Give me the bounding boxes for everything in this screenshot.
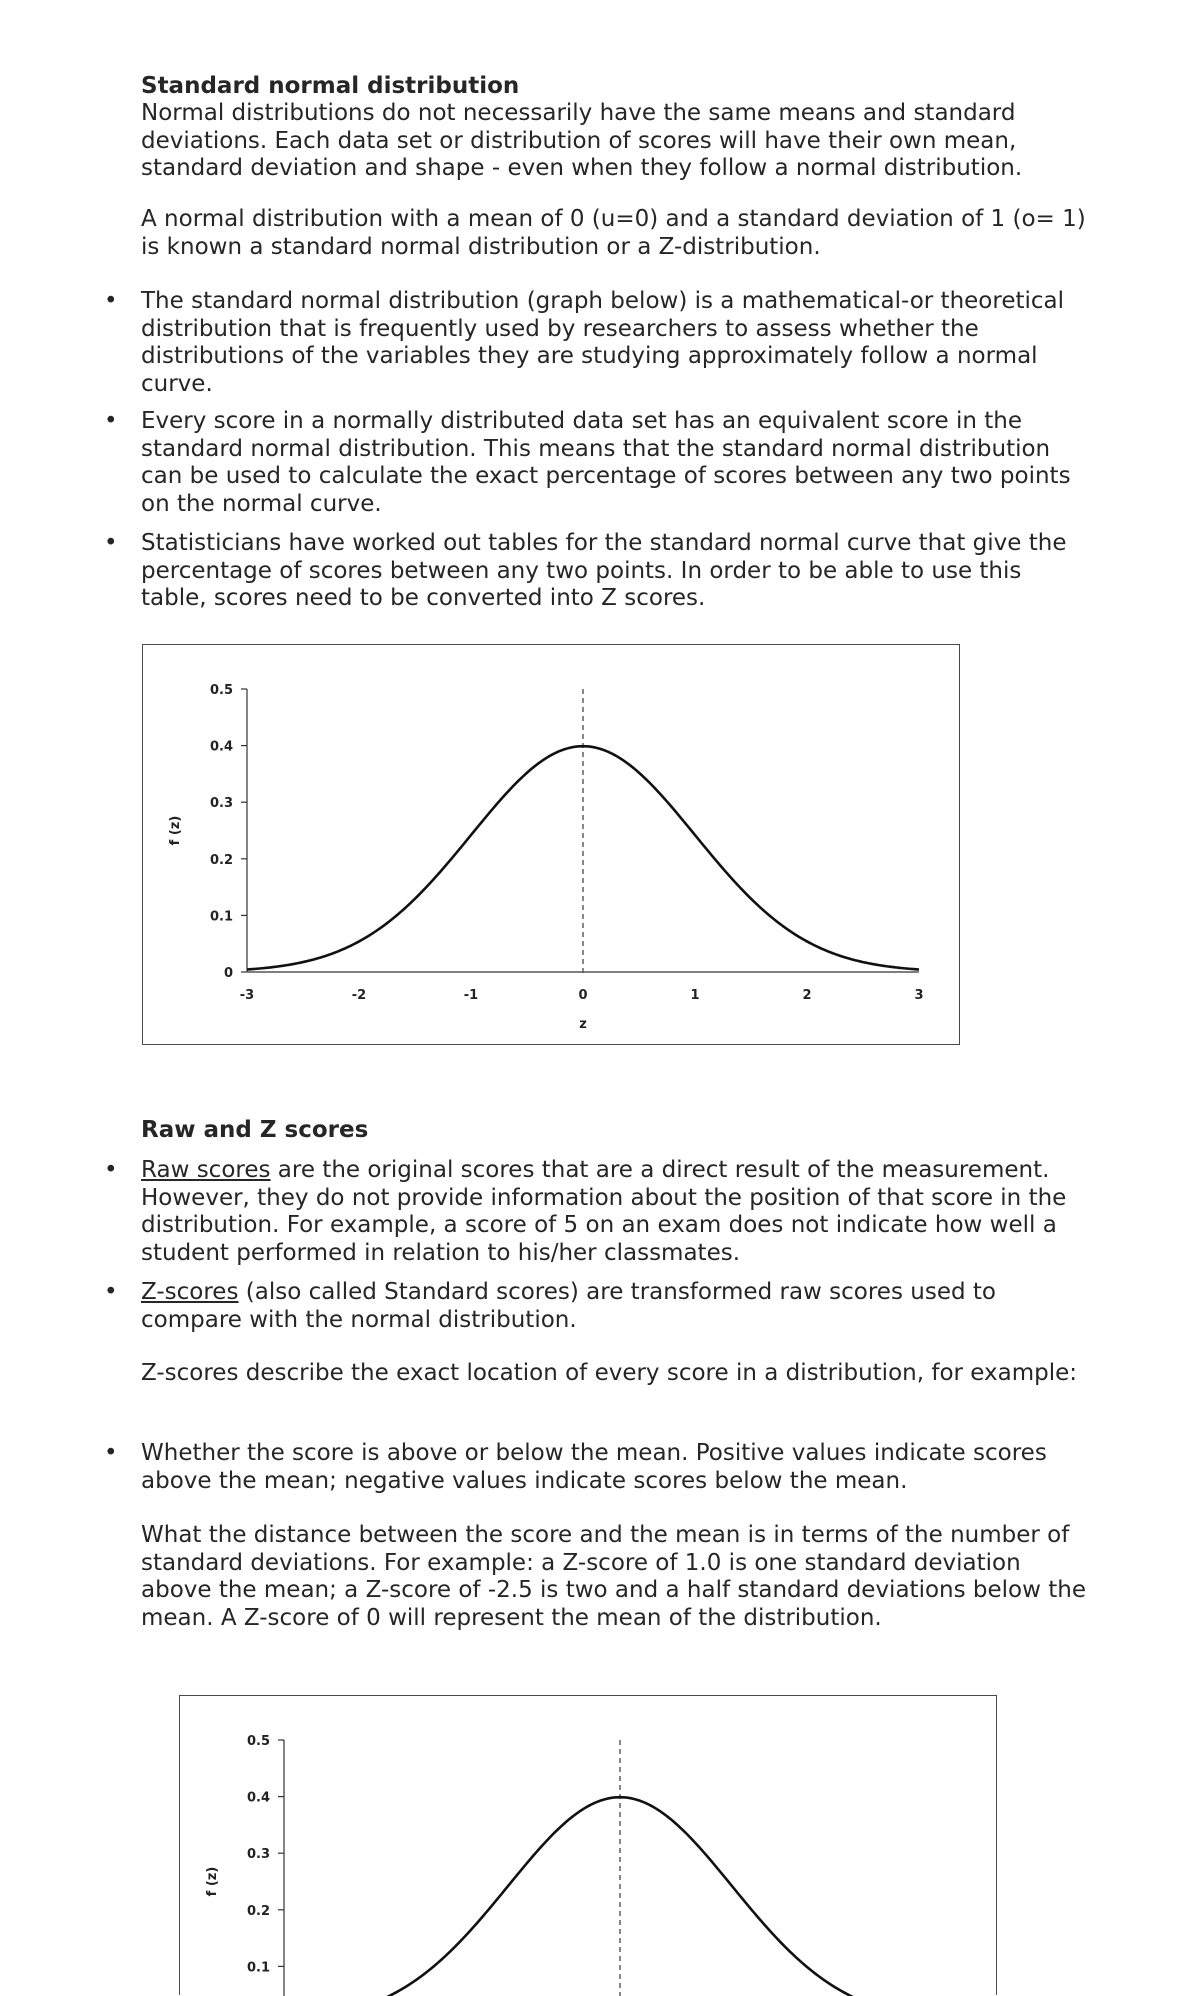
bullet-equivalent-score: Every score in a normally distributed data set has an equivalent score in the standard normal distribution. This means that the standard normal distribution can be used to calculate the exact percentage of scores between any two points on the normal curve. [141, 408, 1086, 518]
section-heading-standard-normal: Standard normal distribution [141, 73, 1086, 101]
z-scores-description: (also called Standard scores) are transformed raw scores used to compare with the normal distribution. [141, 1279, 996, 1333]
y-tick-label: 0.4 [210, 740, 233, 755]
y-axis-title: f (z) [205, 1867, 220, 1897]
y-tick-label: 0.1 [210, 909, 233, 924]
normal-curve-figure-2 [179, 1695, 997, 1995]
y-tick-label: 0.4 [247, 1791, 270, 1806]
bullet-standard-normal-theory: The standard normal distribution (graph below) is a mathematical-or theoretical distribution that is frequently used by researchers to assess whether the distributions of the variables they are studying approximately follow a normal curve. [141, 288, 1086, 398]
bullet-marker: • [104, 288, 118, 316]
y-tick-label: 0.3 [210, 796, 233, 811]
y-tick-label: 0.2 [247, 1904, 270, 1919]
x-tick-label: -1 [464, 988, 478, 1003]
bullet-z-scores [141, 1279, 1086, 1334]
z-scores-describe-paragraph: Z-scores describe the exact location of every score in a distribution, for example: [141, 1360, 1086, 1388]
definition-paragraph: A normal distribution with a mean of 0 (u=0) and a standard deviation of 1 (o= 1) is known a standard normal distribution or a Z-distribution. [141, 206, 1086, 261]
y-tick-label: 0 [224, 966, 233, 981]
y-tick-label: 0.1 [247, 1960, 270, 1975]
x-axis-title: z [579, 1017, 587, 1032]
y-tick-label: 0.2 [210, 853, 233, 868]
x-tick-label: -2 [352, 988, 366, 1003]
raw-scores-description: are the original scores that are a direct result of the measurement. However, they do not provide information about the position of that score in the distribution. For example, a score of 5 on an exam does not indicate how well a student performed in relation to his/her classmates. [141, 1157, 1066, 1266]
intro-paragraph: Normal distributions do not necessarily have the same means and standard deviations. Each data set or distribution of scores will have their own mean, standard deviation and shape - even when they follow a normal distribution. [141, 100, 1086, 183]
y-tick-label: 0.5 [247, 1734, 270, 1749]
bullet-marker: • [104, 1279, 118, 1307]
section-heading-raw-z: Raw and Z scores [141, 1117, 1086, 1145]
x-tick-label: 2 [802, 988, 811, 1003]
bullet-marker: • [104, 1157, 118, 1185]
y-tick-label: 0.5 [210, 683, 233, 698]
normal-curve-figure-1 [142, 644, 960, 1045]
x-tick-label: -3 [240, 988, 254, 1003]
bullet-marker: • [104, 408, 118, 436]
bullet-tables: Statisticians have worked out tables for the standard normal curve that give the percentage of scores between any two points. In order to be able to use this table, scores need to be converted into Z scores. [141, 530, 1086, 613]
bullet-marker: • [104, 1440, 118, 1468]
y-tick-label: 0.3 [247, 1847, 270, 1862]
term-raw-scores: Raw scores [141, 1157, 270, 1183]
x-tick-label: 3 [914, 988, 923, 1003]
bullet-above-below-mean: Whether the score is above or below the mean. Positive values indicate scores above the mean; negative values indicate scores below the mean. [141, 1440, 1086, 1495]
distance-paragraph: What the distance between the score and the mean is in terms of the number of standard deviations. For example: a Z-score of 1.0 is one standard deviation above the mean; a Z-score of -2.5 is two and a half standard deviations below the mean. A Z-score of 0 will represent the mean of the distribution. [141, 1522, 1086, 1632]
bullet-marker: • [104, 530, 118, 558]
bullet-raw-scores [141, 1157, 1086, 1267]
x-tick-label: 1 [690, 988, 699, 1003]
y-axis-title: f (z) [168, 816, 183, 846]
x-tick-label: 0 [578, 988, 587, 1003]
term-z-scores: Z-scores [141, 1279, 238, 1305]
normal-curve-chart-1 [143, 645, 958, 1043]
normal-curve-chart-2 [180, 1696, 995, 1996]
